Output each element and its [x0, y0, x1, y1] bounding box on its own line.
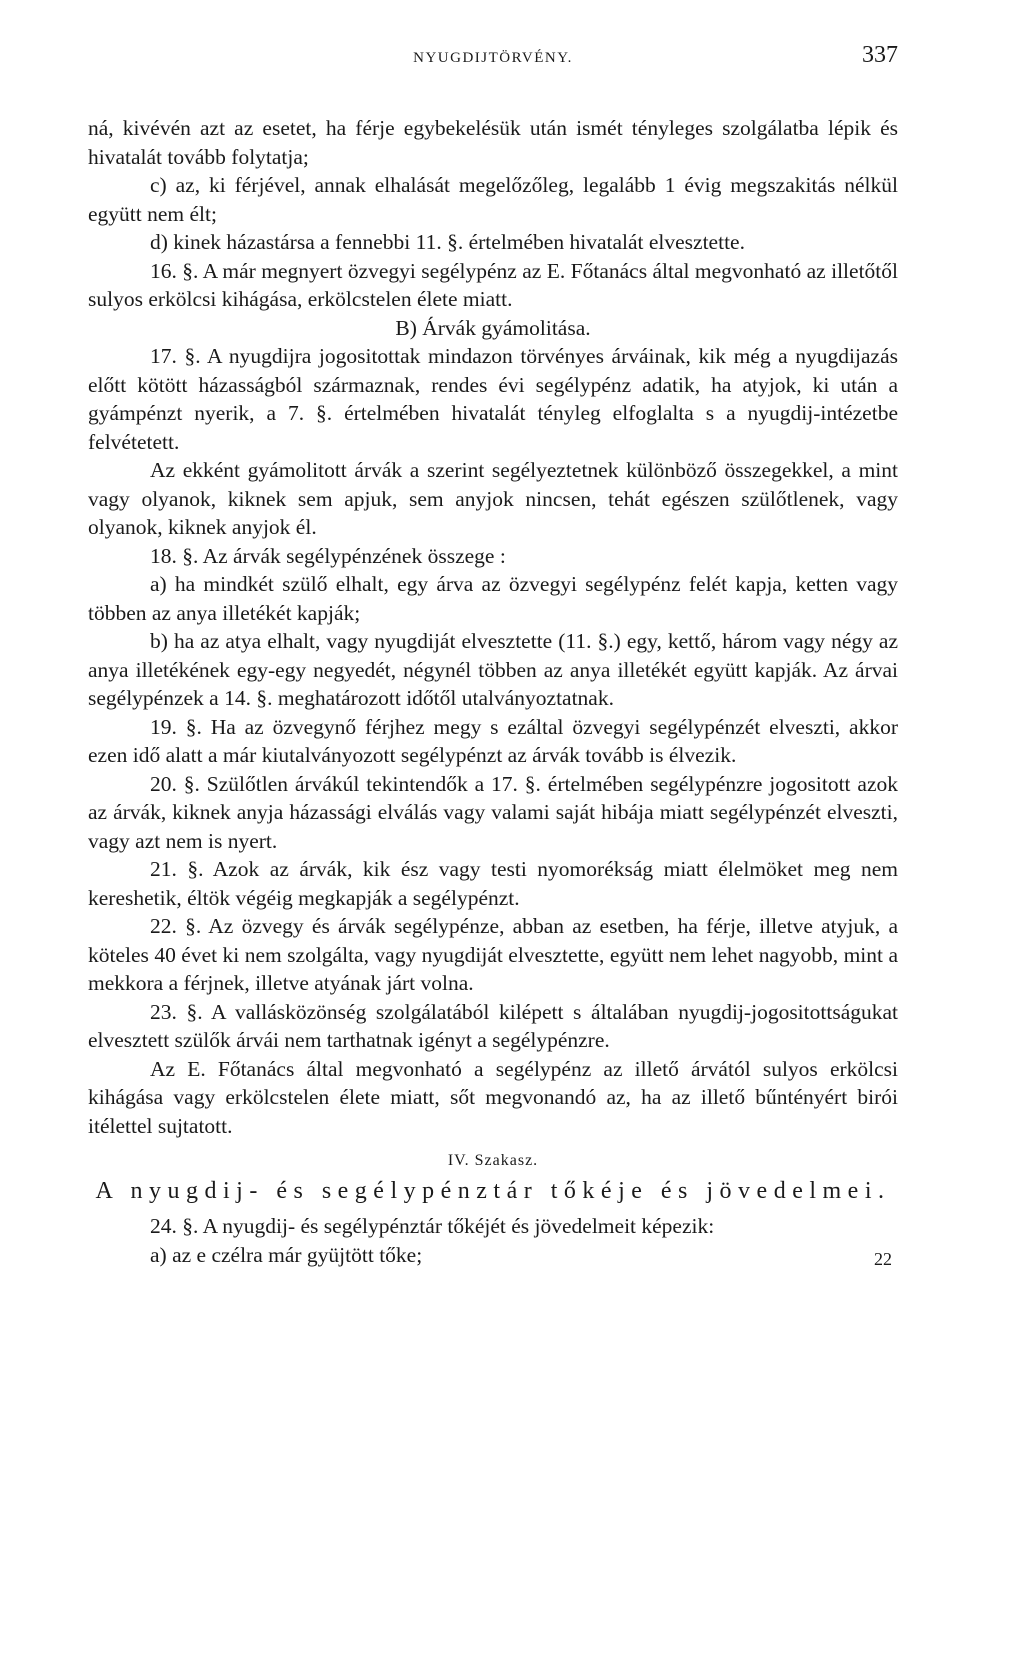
section-title: A nyugdij- és segélypénztár tőkéje és jövedelmei. — [95, 1178, 891, 1204]
running-header — [88, 40, 898, 80]
document-body — [88, 114, 898, 1269]
last-line — [88, 1241, 898, 1270]
paragraph: 23. §. A vallásközönség szolgálatából kilépett s általában nyugdij-jogositottságukat elvesztett szülők árvái nem tarthatnak igényt a segélypénzre. — [88, 999, 898, 1052]
paragraph: a) az e czélra már gyüjtött tőke; — [150, 1242, 423, 1267]
signature-mark: 22 — [874, 1248, 892, 1269]
section-label: IV. Szakasz. — [447, 1152, 539, 1169]
paragraph: 20. §. Szülőtlen árvákúl tekintendők a 17. §. értelmében segélypénzre jogositott azok az árvák, kiknek anyja házassági elválás vagy valami saját hibája miatt segélypénzét elveszti, vagy azt nem is nyert. — [88, 771, 898, 853]
subsection-heading: B) Árvák gyámolitása. — [395, 315, 591, 340]
paragraph: c) az, ki férjével, annak elhalását megelőzőleg, legalább 1 évig megszakitás nélkül együtt nem élt; — [88, 173, 898, 226]
page-number: 337 — [862, 42, 898, 68]
paragraph: 21. §. Azok az árvák, kik ész vagy testi nyomorékság miatt élelmöket meg nem kereshetik, éltök végéig megkapják a segélypénzt. — [88, 857, 898, 910]
paragraph: 16. §. A már megnyert özvegyi segélypénz az E. Főtanács által megvonható az illetőtől sulyos erkölcsi kihágása, erkölcstelen élete miatt. — [88, 258, 898, 311]
paragraph: 19. §. Ha az özvegynő férjhez megy s ezáltal özvegyi segélypénzét elveszti, akkor ezen idő alatt a már kiutalványozott segélypénzt az árvák tovább is élvezik. — [88, 714, 898, 767]
paragraph: 17. §. A nyugdijra jogositottak mindazon törvényes árváinak, kik még a nyugdijazás előtt kötött házasságból származnak, rendes évi segélypénz adatik, ha atyjok, ki után a gyámpénzt nyerik, a 7. §. értelmében hivatalát tényleg elfoglalta s a nyugdij-intézetbe felvétetett. — [88, 344, 898, 454]
paragraph: 24. §. A nyugdij- és segélypénztár tőkéjét és jövedelmeit képezik: — [150, 1214, 715, 1238]
running-title: NYUGDIJTÖRVÉNY. — [413, 50, 573, 66]
paragraph: a) ha mindkét szülő elhalt, egy árva az özvegyi segélypénz felét kapja, ketten vagy többen az anya illetékét kapják; — [88, 572, 898, 625]
paragraph: ná, kivévén azt az esetet, ha férje egybekelésük után ismét tényleges szolgálatba lépik és hivatalát tovább folytatja; — [88, 116, 898, 169]
paragraph: 22. §. Az özvegy és árvák segélypénze, abban az esetben, ha férje, illetve atyjuk, a köteles 40 évet ki nem szolgálta, vagy nyugdiját elvesztette, együtt nem lehet nagyobb, mint a mekkora a férjnek, illetve atyának járt volna. — [88, 914, 898, 995]
document-page — [88, 40, 898, 1269]
paragraph: Az ekként gyámolitott árvák a szerint segélyeztetnek különböző összegekkel, a mint vagy olyanok, kiknek sem apjuk, sem anyjok nincsen, tehát egészen szülőtlenek, vagy olyanok, kiknek anyjok él. — [88, 458, 898, 539]
paragraph: d) kinek házastársa a fennebbi 11. §. értelmében hivatalát elvesztette. — [150, 230, 745, 254]
paragraph: b) ha az atya elhalt, vagy nyugdiját elvesztette (11. §.) egy, kettő, három vagy négy az anya illetékének egy-egy negyedét, négynél többen az anya illetékét együtt kapják. Az árvai segélypénzek a 14. §. meghatározott időtől utalványoztatnak. — [88, 629, 898, 710]
paragraph: Az E. Főtanács által megvonható a segélypénz az illető árvától sulyos erkölcsi kihágása vagy erkölcstelen élete miatt, sőt megvonandó az, ha az illető bűntényért birói itélettel sujtatott. — [88, 1056, 898, 1138]
paragraph: 18. §. Az árvák segélypénzének összege : — [150, 543, 506, 568]
